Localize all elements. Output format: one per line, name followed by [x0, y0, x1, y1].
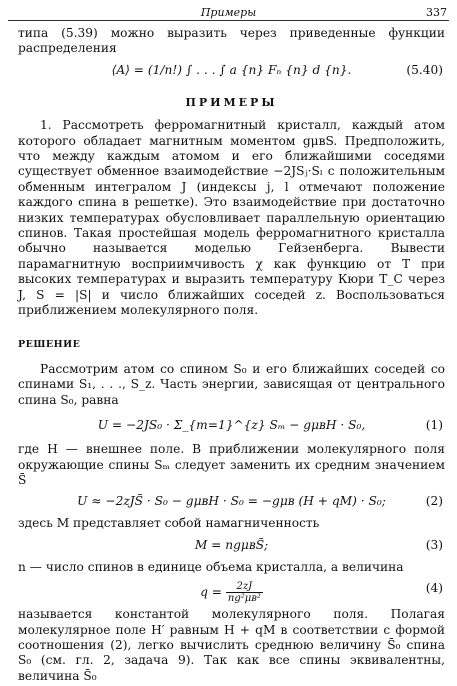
equation-2: [18, 490, 445, 514]
equation-lhs: q =: [200, 585, 222, 600]
formula-5-40: [18, 59, 445, 83]
equation-1: [18, 410, 445, 440]
fraction: [226, 581, 263, 604]
formula-number: (5.40): [406, 62, 443, 77]
solution-paragraph-1: Рассмотрим атом со спином S₀ и его ближайших соседей со спинами S₁, . . ., S_z. Часть энергии, зависящая от центрального спина S₀, равна: [18, 361, 445, 407]
intro-paragraph: типа (5.39) можно выразить через приведенные функции распределения: [18, 26, 445, 56]
solution-paragraph-4: n — число спинов в единице объема кристалла, а величина: [18, 559, 404, 574]
equation-number: (4): [425, 581, 443, 596]
equation-number: (2): [425, 494, 443, 509]
running-header: [8, 4, 449, 21]
equation-expression: U ≈ −2zJS̄ · S₀ − gμʙH · S₀ = −gμʙ (H + qM) · S₀;: [77, 494, 386, 509]
equation-expression: M = ngμʙS̄;: [194, 537, 269, 552]
solution-paragraph-2: где H — внешнее поле. В приближении молекулярного поля окружающие спины Sₘ следует заменить их средним значением S̄: [18, 442, 445, 487]
page-number: 337: [426, 6, 447, 19]
equation-number: (1): [425, 418, 443, 433]
problem-text: 1. Рассмотреть ферромагнитный кристалл, каждый атом которого обладает магнитным моментом gμʙS. Предположить, что между каждым атомом и его ближайшими соседями существует обменное взаимодействие −2JSⱼ·Sₗ с положительным обменным интегралом J (индексы j, l отмечают положение каждого спина в решетке). Это взаимодействие при достаточно низких температурах обусловливает параллельную ориентацию спинов. Такая простейшая модель ферромагнитного кристалла обычно называется моделью Гейзенберга. Вывести парамагнитную восприимчивость χ как функцию от T при высоких температурах и выразить температуру Кюри T_C через J, S = |S| и число ближайших соседей z. Воспользоваться приближением молекулярного поля.: [18, 118, 445, 318]
solution-paragraph-5: называется константой молекулярного поля. Полагая молекулярное поле H′ равным H + qM в соответствии с формой соотношения (2), легко вычислить среднюю величину S̄₀ спина S₀ (см. гл. 2, задача 9). Так как все спины эквивалентны, величина S̄₀: [18, 607, 445, 683]
equation-expression: [18, 581, 445, 604]
formula-expression: ⟨A⟩ = (1/n!) ∫ . . . ∫ a {n} Fₙ {n} d {n}.: [111, 62, 352, 77]
equation-expression: U = −2JS₀ · Σ_{m=1}^{z} Sₘ − gμʙH · S₀,: [97, 418, 366, 433]
fraction-numerator: 2zJ: [226, 581, 263, 593]
page-body: [18, 26, 445, 684]
section-title: ПРИМЕРЫ: [185, 95, 278, 109]
equation-number: (3): [425, 537, 443, 552]
solution-title: РЕШЕНИЕ: [18, 338, 81, 350]
running-title: Примеры: [200, 6, 257, 19]
equation-3: [18, 534, 445, 558]
solution-paragraph-3: здесь M представляет собой намагниченность: [18, 516, 320, 531]
equation-4: [18, 577, 445, 605]
fraction-denominator: ng²μʙ²: [227, 593, 261, 605]
